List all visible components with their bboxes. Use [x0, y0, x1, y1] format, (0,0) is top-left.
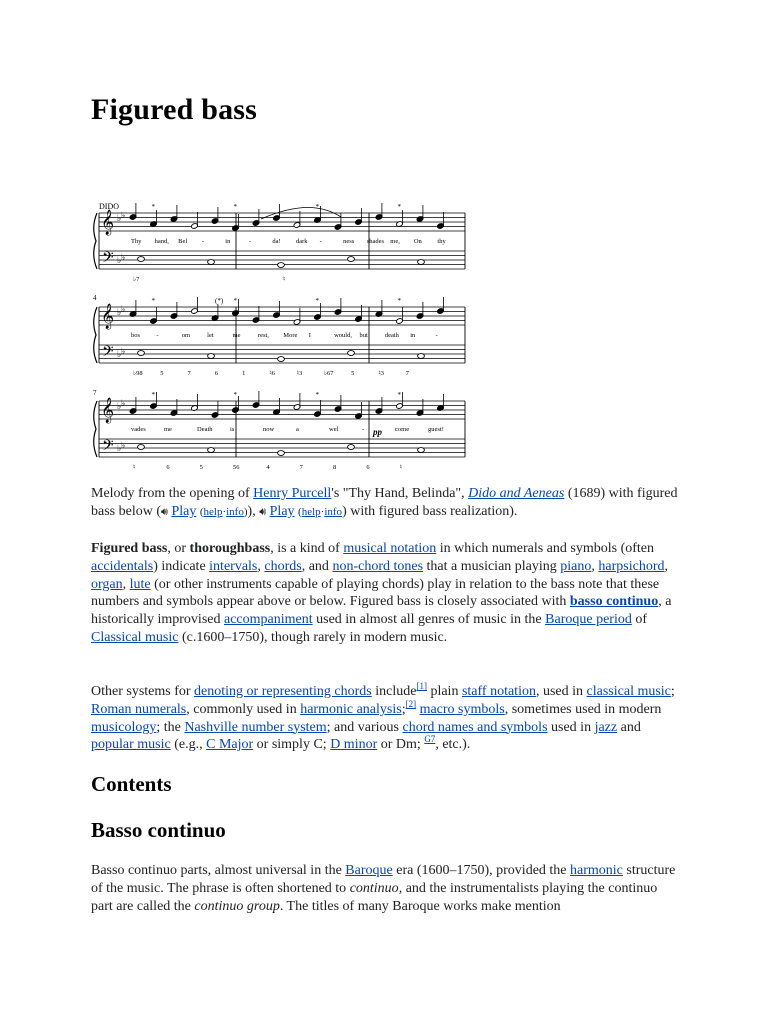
lyric-syllable: come — [395, 426, 410, 433]
key-signature: ♭ — [121, 346, 126, 356]
caption-text: (1689) with figured bass below ( — [91, 486, 678, 519]
lyric-syllable: dark — [296, 238, 308, 245]
whole-note — [208, 260, 215, 265]
figured-bass-numeral: 7 — [187, 370, 191, 377]
ornament-mark: * — [315, 203, 319, 211]
lyric-syllable: - — [319, 238, 322, 245]
lyric-syllable: vades — [131, 426, 146, 433]
ornament-mark: * — [315, 297, 319, 305]
link-musical-notation[interactable]: musical notation — [343, 541, 437, 556]
lyric-syllable: Bel — [178, 238, 188, 245]
link-organ[interactable]: organ — [91, 576, 123, 592]
whole-note — [348, 257, 355, 262]
caption-text: ) with figured bass realization). — [342, 503, 518, 519]
other-systems-paragraph: Other systems for denoting or representing chords include[1] plain staff notation, used in classical music; Roman numerals, commonly used in harmonic analysis;[2] macro symbols, sometimes used in modern musicology; the Nashville number system; and various chord names and symbols used in jazz and popular music (e.g., C Major or simply C; D minor or Dm; $^{G7}$, etc.). — [91, 681, 675, 753]
whole-note — [138, 257, 145, 262]
key-signature: ♭ — [121, 252, 126, 262]
lyric-syllable: wel — [329, 426, 339, 433]
measure-number: 4 — [93, 294, 97, 302]
ornament-mark: * — [233, 391, 237, 399]
link-henry-purcell[interactable]: Henry Purcell — [253, 486, 332, 501]
help-link-2[interactable]: help — [301, 505, 321, 518]
figured-bass-numeral: ♮ — [283, 276, 286, 283]
figured-bass-numeral: 56 — [233, 464, 240, 471]
lyric-syllable: but — [359, 332, 368, 339]
figure-caption: Melody from the opening of Henry Purcell's "Thy Hand, Belinda", Dido and Aeneas (1689) with figured bass below (🔊︎ Play (help·info)), 🔊︎ Play (help·info) with figured bass realization). — [91, 486, 678, 519]
link-chord-names-and-symbols[interactable]: chord names and symbols — [402, 719, 548, 735]
speaker-icon[interactable]: 🔊︎ — [161, 504, 168, 518]
term-figured-bass: Figured bass — [91, 541, 168, 556]
whole-note — [418, 354, 425, 359]
figured-bass-numeral: ♮ — [399, 464, 402, 471]
bass-clef: 𝄢 — [102, 343, 114, 363]
brace — [94, 307, 97, 363]
whole-note — [278, 263, 285, 268]
caption-text: ), — [247, 503, 260, 519]
lyric-syllable: ness — [343, 238, 355, 245]
key-signature: ♭ — [121, 210, 126, 220]
caption-text: Melody from the opening of — [91, 486, 254, 501]
figured-bass-numeral: ♮6 — [269, 370, 275, 377]
lyric-syllable: in — [410, 332, 416, 339]
treble-clef: 𝄞 — [101, 209, 115, 234]
link-harmonic[interactable]: harmonic — [570, 863, 623, 878]
link-classical-music[interactable]: Classical music — [91, 629, 179, 645]
term-continuo: continuo — [349, 880, 399, 896]
figured-bass-numeral: ♭98 — [133, 370, 143, 377]
figured-bass-numeral: 8 — [333, 464, 337, 471]
whole-note — [208, 354, 215, 359]
figured-bass-numeral: 6 — [366, 464, 370, 471]
ornament-mark: * — [151, 391, 155, 399]
link-popular-music[interactable]: popular music — [91, 737, 171, 753]
lyric-syllable: thy — [437, 238, 446, 245]
citation-1[interactable]: [1] — [416, 681, 427, 691]
lyric-syllable: - — [156, 332, 159, 339]
whole-note — [278, 357, 285, 362]
lyric-syllable: I — [308, 332, 311, 339]
measure-number: 7 — [93, 389, 97, 397]
whole-note — [208, 448, 215, 453]
lyric-syllable: bos — [131, 332, 141, 339]
lyric-syllable: Thy — [131, 238, 142, 245]
link-d-minor[interactable]: D minor — [330, 737, 378, 753]
lyric-syllable: is — [230, 426, 235, 433]
figured-bass-numeral: 4 — [266, 464, 270, 471]
help-link-1[interactable]: help — [203, 505, 223, 518]
bass-clef: 𝄢 — [102, 249, 114, 269]
link-accidentals[interactable]: accidentals — [91, 558, 154, 574]
link-accompaniment[interactable]: accompaniment — [223, 612, 313, 628]
whole-note — [348, 351, 355, 356]
link-dido-and-aeneas[interactable]: Dido and Aeneas — [468, 486, 565, 501]
brace — [94, 401, 97, 457]
link-baroque[interactable]: Baroque — [345, 863, 393, 878]
figured-bass-numeral: 7 — [405, 370, 409, 377]
key-signature: ♭ — [117, 443, 122, 453]
link-denoting-chords[interactable]: denoting or representing chords — [194, 684, 372, 699]
figured-bass-numeral: 5 — [199, 464, 203, 471]
citation-2[interactable]: [2] — [405, 698, 417, 709]
ornament-mark: * — [151, 203, 155, 211]
lyric-syllable: me — [232, 332, 241, 339]
ornament-mark: * — [233, 297, 237, 305]
caption-text: 's "Thy Hand, Belinda", — [331, 486, 469, 501]
link-lute[interactable]: lute — [129, 576, 151, 592]
link-non-chord-tones[interactable]: non-chord tones — [332, 558, 424, 574]
bracket-mark: (*) — [215, 297, 224, 305]
key-signature: ♭ — [121, 440, 126, 450]
lyric-syllable: now — [263, 426, 275, 433]
lyric-syllable: More — [283, 332, 298, 339]
figured-bass-numeral: ♭67 — [323, 370, 334, 377]
figured-bass-numeral: ♭7 — [133, 276, 140, 283]
link-harpsichord[interactable]: harpsichord — [598, 558, 665, 574]
key-signature: ♭ — [121, 398, 126, 408]
term-thoroughbass: thoroughbass — [189, 541, 271, 556]
lyric-syllable: would, — [334, 332, 352, 339]
link-piano[interactable]: piano — [560, 558, 592, 574]
link-nashville-number-system[interactable]: Nashville number system — [184, 719, 327, 735]
dido-label: DIDO — [99, 202, 119, 211]
lyric-syllable: - — [435, 332, 438, 339]
basso-continuo-paragraph: Basso continuo parts, almost universal in the Baroque era (1600–1750), provided the harmonic structure of the music. The phrase is often shortened to continuo, and the instrumentalists playing the continuo part are called the continuo group. The titles of many Baroque works make mention — [91, 863, 676, 914]
figured-bass-numeral: ♮ — [133, 464, 136, 471]
whole-note — [138, 351, 145, 356]
ornament-mark: * — [397, 391, 401, 399]
info-link-2[interactable]: info — [324, 505, 343, 518]
link-musicology[interactable]: musicology — [91, 719, 157, 735]
figured-bass-numeral: ♮3 — [378, 370, 385, 377]
ornament-mark: * — [397, 297, 401, 305]
lyric-syllable: da! — [272, 238, 281, 245]
link-basso-continuo[interactable]: basso continuo — [569, 594, 659, 610]
lyric-syllable: - — [362, 426, 365, 433]
link-harmonic-analysis[interactable]: harmonic analysis — [300, 701, 402, 717]
link-classical-music-2[interactable]: classical music — [586, 684, 671, 699]
lyric-syllable: - — [201, 238, 204, 245]
ornament-mark: * — [233, 203, 237, 211]
whole-note — [138, 445, 145, 450]
link-macro-symbols[interactable]: macro symbols — [419, 701, 505, 717]
lyric-syllable: let — [207, 332, 214, 339]
lyric-syllable: guest! — [428, 426, 444, 433]
link-roman-numerals[interactable]: Roman numerals — [91, 701, 187, 717]
lyric-syllable: rest, — [257, 332, 269, 339]
lyric-syllable: om — [181, 332, 191, 339]
play-link-2[interactable]: Play — [269, 503, 295, 519]
brace — [94, 213, 97, 269]
figured-bass-numeral: 6 — [166, 464, 170, 471]
ornament-mark: * — [151, 297, 155, 305]
link-g7[interactable]: G7 — [424, 734, 436, 745]
figured-bass-numeral: 1 — [242, 370, 246, 377]
ornament-mark: * — [397, 203, 401, 211]
lyric-syllable: hand, — [154, 238, 169, 245]
info-link-1[interactable]: info — [226, 505, 244, 518]
link-baroque-period[interactable]: Baroque period — [545, 612, 632, 628]
section-heading-basso-continuo: Basso continuo — [91, 818, 226, 842]
whole-note — [418, 448, 425, 453]
contents-heading: Contents — [91, 772, 172, 796]
whole-note — [418, 260, 425, 265]
treble-clef: 𝄞 — [101, 303, 115, 328]
link-staff-notation[interactable]: staff notation — [461, 684, 536, 699]
link-jazz[interactable]: jazz — [594, 719, 618, 735]
whole-note — [348, 445, 355, 450]
intro-paragraph: Figured bass, or thoroughbass, is a kind of musical notation in which numerals and symbols (often accidentals) indicate intervals, chords, and non-chord tones that a musician playing piano, harpsichord, organ, lute (or other instruments capable of playing chords) play in relation to the bass note that these numbers and symbols appear above or below. Figured bass is closely associated with basso continuo, a historically improvised accompaniment used in almost all genres of music in the Baroque period of Classical music (c.1600–1750), though rarely in modern music. — [91, 541, 672, 645]
lyric-syllable: - — [248, 238, 252, 245]
figured-bass-numeral: 5 — [351, 370, 355, 377]
key-signature: ♭ — [117, 213, 122, 223]
bass-clef: 𝄢 — [102, 437, 114, 457]
figured-bass-numeral: 6 — [214, 370, 219, 377]
lyric-syllable: me — [164, 426, 172, 433]
speaker-icon[interactable]: 🔊︎ — [259, 504, 267, 518]
lyric-syllable: Death — [197, 426, 213, 433]
link-c-major[interactable]: C Major — [206, 737, 254, 753]
lyric-syllable: a — [296, 426, 299, 433]
key-signature: ♭ — [117, 307, 122, 317]
ornament-mark: * — [315, 391, 319, 399]
key-signature: ♭ — [117, 349, 122, 359]
play-link-1[interactable]: Play — [171, 503, 197, 519]
key-signature: ♭ — [117, 401, 122, 411]
page-title: Figured bass — [91, 93, 258, 126]
figured-bass-numeral: 5 — [160, 370, 164, 377]
score-image — [91, 195, 471, 479]
key-signature: ♭ — [121, 304, 126, 314]
link-intervals[interactable]: intervals — [209, 558, 258, 574]
figured-bass-numeral: 7 — [299, 464, 303, 471]
lyric-syllable: in — [225, 238, 231, 245]
treble-clef: 𝄞 — [101, 397, 115, 422]
lyric-syllable: me, — [390, 238, 400, 245]
lyric-syllable: death — [384, 332, 399, 339]
dynamic-marking: pp — [373, 427, 382, 437]
key-signature: ♭ — [117, 255, 122, 265]
lyric-syllable: shades — [366, 238, 385, 245]
link-chords[interactable]: chords — [264, 558, 302, 574]
lyric-syllable: On — [413, 238, 422, 245]
term-continuo-group: continuo group — [194, 898, 280, 914]
whole-note — [278, 451, 285, 456]
figured-bass-numeral: ♮3 — [296, 370, 303, 377]
